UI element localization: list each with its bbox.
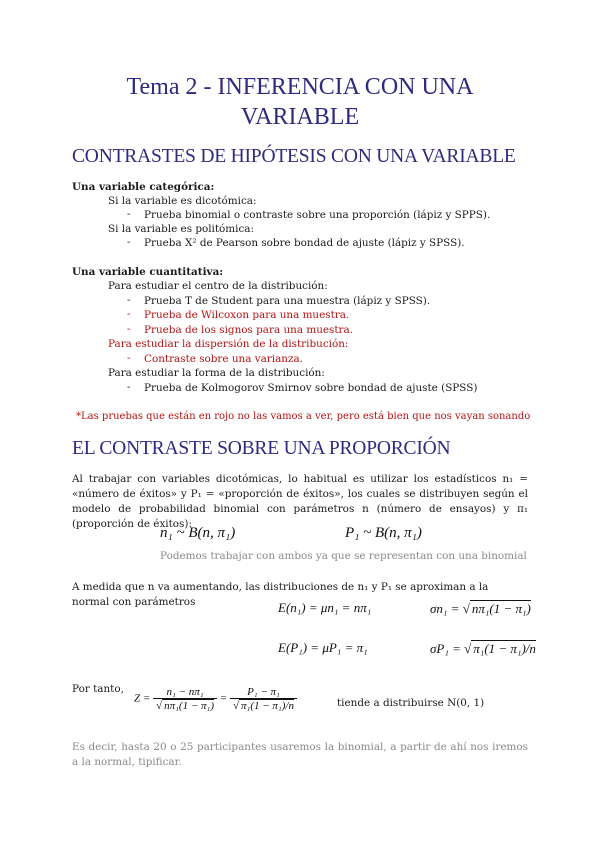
bullet-dash: - [127,208,131,220]
eq-sigma-n1-lhs: σn₁ = [430,601,460,616]
eq-expectation-p1: E(P₁) = μP₁ = π₁ [278,640,368,655]
eq-sigma-p1-radicand: π₁(1 − π₁)/n [473,641,536,656]
z-lhs: Z = [134,692,151,705]
section-heading-contrastes: CONTRASTES DE HIPÓTESIS CON UNA VARIABLE [72,146,516,167]
section-heading-proporcion: EL CONTRASTE SOBRE UNA PROPORCIÓN [72,438,451,459]
eq-sigma-n1-radicand: nπ₁(1 − π₁) [471,601,531,616]
z-numerator-1: n₁ − nπ₁ [153,686,217,699]
item-wilcoxon: Prueba de Wilcoxon para una muestra. [144,309,350,321]
bullet-dash: - [127,236,131,248]
binomial-note: Podemos trabajar con ambos ya que se representan con una binomial [160,550,527,562]
politomica-label: Si la variable es politómica: [108,223,255,235]
item-kolmogorov: Prueba de Kolmogorov Smirnov sobre bondad de ajuste (SPSS) [144,382,478,394]
formula-p1-binomial: P₁ ~ B(n, π₁) [345,525,422,541]
z-numerator-2: P₁ − π₁ [230,686,297,699]
dispersion-label: Para estudiar la dispersión de la distribución: [108,338,349,350]
bullet-dash: - [127,381,131,393]
center-label: Para estudiar el centro de la distribución: [108,280,328,292]
z-denominator-2: π₁(1 − π₁)/n [241,700,294,712]
paragraph-dicotomicas: Al trabajar con variables dicotómicas, lo habitual es utilizar los estadísticos n₁ = «número de éxitos» y P₁ = «proporción de éxitos», los cuales se distribuyen según el modelo de probabilidad binomial con parámetros n (número de ensayos) y π₁ (proporción de éxitos): [72,473,528,530]
eq-sigma-p1-lhs: σP₁ = [430,641,461,656]
item-binomial: Prueba binomial o contraste sobre una proporción (lápiz y SPPS). [144,209,491,221]
z-fraction-2 [230,686,297,712]
por-tanto-label: Por tanto, [72,683,124,695]
paragraph-normal-approx: A medida que n va aumentando, las distribuciones de n₁ y P₁ se aproximan a la normal con parámetros [72,581,489,608]
z-denominator-2-wrap: √ π₁(1 − π₁)/n [232,700,294,712]
item-t-student: Prueba T de Student para una muestra (lápiz y SPSS). [144,295,431,307]
quantitative-heading: Una variable cuantitativa: [72,266,224,278]
title-line-2: VARIABLE [240,104,360,130]
z-formula [134,686,297,712]
categorical-heading: Una variable categórica: [72,181,215,193]
z-denominator-1: nπ₁(1 − π₁) [164,700,215,712]
item-chi-square: Prueba X² de Pearson sobre bondad de ajuste (lápiz y SPSS). [144,237,465,249]
bullet-dash: - [127,308,131,320]
item-varianza: Contraste sobre una varianza. [144,353,303,365]
bullet-dash: - [127,294,131,306]
eq-sigma-p1: σP₁ = √ π₁(1 − π₁)/n [430,641,536,656]
eq-expectation-n1: E(n₁) = μn₁ = nπ₁ [278,600,372,615]
z-fraction-1 [153,686,217,712]
shape-label: Para estudiar la forma de la distribución: [108,367,325,379]
bullet-dash: - [127,323,131,335]
red-tests-note: *Las pruebas que están en rojo no las vamos a ver, pero está bien que nos vayan sonando [76,411,531,422]
dicotomica-label: Si la variable es dicotómica: [108,195,257,207]
item-signos: Prueba de los signos para una muestra. [144,324,354,336]
formula-n1-binomial: n₁ ~ B(n, π₁) [160,525,236,541]
document-title [60,72,540,132]
bullet-dash: - [127,352,131,364]
z-equals: = [219,692,228,705]
eq-sigma-n1: σn₁ = √ nπ₁(1 − π₁) [430,601,531,616]
final-note: Es decir, hasta 20 o 25 participantes usaremos la binomial, a partir de ahí nos iremos a la normal, tipificar. [72,741,528,768]
title-line-1: Tema 2 - INFERENCIA CON UNA [126,74,474,100]
z-denominator-1-wrap: √ nπ₁(1 − π₁) [156,700,215,712]
z-tail-text: tiende a distribuirse N(0, 1) [337,697,485,709]
